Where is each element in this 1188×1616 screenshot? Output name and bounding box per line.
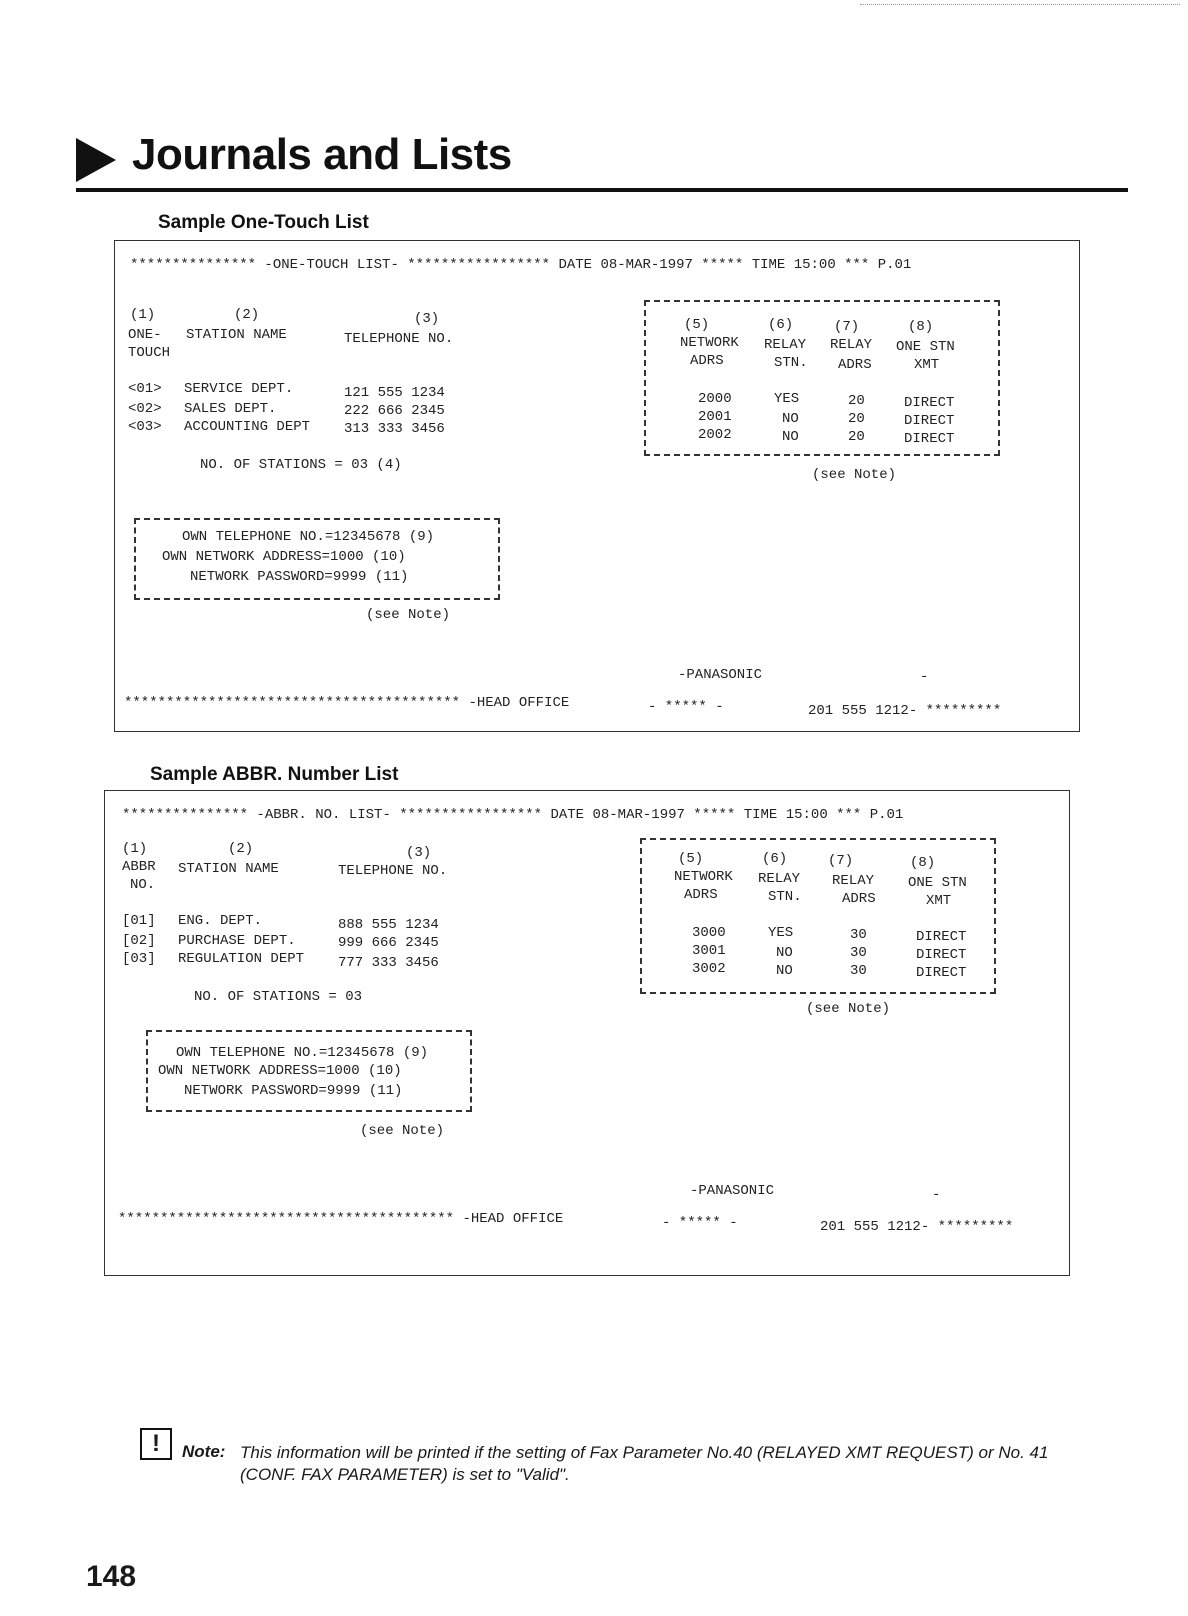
relay-col-num: (5) [678,851,704,867]
top-edge-rule [860,4,1180,5]
list-item-code: <03> [128,419,162,435]
relay-head-stn: STN. [774,355,808,371]
relay-col-num: (6) [762,851,788,867]
relay-head-relay: RELAY [764,337,807,353]
relay-row-xmt: DIRECT [904,395,955,411]
col-num-2: (2) [234,307,260,323]
list-item-code: <02> [128,401,162,417]
col-num-3: (3) [414,311,440,327]
see-note-relay: (see Note) [812,467,897,483]
relay-head-relay: RELAY [830,337,873,353]
col-head-one-touch-b: TOUCH [128,345,171,361]
footer-line-mid: - ***** - [648,699,724,715]
relay-row-radrs: 30 [850,927,867,943]
network-password: NETWORK PASSWORD=9999 (11) [184,1083,403,1099]
relay-row-stn: YES [768,925,794,941]
relay-col-num: (5) [684,317,710,333]
relay-row-xmt: DIRECT [916,947,967,963]
list-item-tel: 777 333 3456 [338,955,439,971]
relay-head-relay: RELAY [758,871,801,887]
note-text: This information will be printed if the setting of Fax Parameter No.40 (RELAYED XMT REQUEST) or No. 41 (CONF. FAX PARAMETER) is set to "Valid". [240,1443,1049,1484]
relay-col-num: (6) [768,317,794,333]
page-number: 148 [86,1560,137,1593]
relay-row-adrs: 3000 [692,925,726,941]
footer-line-left: **************************************** -HEAD OFFICE [124,695,570,711]
relay-row-adrs: 2000 [698,391,732,407]
relay-row-stn: NO [776,945,793,961]
stations-count: NO. OF STATIONS = 03 [194,989,363,1005]
footer-line-right: 201 555 1212- ********* [820,1219,1014,1235]
section-rule [76,188,1128,192]
relay-col-num: (7) [828,853,854,869]
one-touch-header-line: *************** -ONE-TOUCH LIST- ***************** DATE 08-MAR-1997 ***** TIME 15:00 *** P.01 [130,257,912,273]
relay-row-stn: YES [774,391,800,407]
relay-head-network: NETWORK [680,335,739,351]
list-item-tel: 313 333 3456 [344,421,445,437]
list-item-tel: 888 555 1234 [338,917,439,933]
relay-head-adrs: ADRS [690,353,724,369]
relay-head-xmt: XMT [914,357,940,373]
section-title: Journals and Lists [132,130,512,179]
abbr-heading: Sample ABBR. Number List [150,764,399,785]
note-label: Note: [182,1442,226,1461]
relay-row-xmt: DIRECT [904,413,955,429]
col-num-1: (1) [130,307,156,323]
network-password: NETWORK PASSWORD=9999 (11) [190,569,409,585]
stations-count: NO. OF STATIONS = 03 (4) [200,457,402,473]
relay-head-one-stn: ONE STN [908,875,967,891]
relay-row-radrs: 20 [848,393,865,409]
relay-head-stn: STN. [768,889,802,905]
relay-head-adrs: ADRS [842,891,876,907]
col-num-3: (3) [406,845,432,861]
list-item-tel: 222 666 2345 [344,403,445,419]
relay-head-one-stn: ONE STN [896,339,955,355]
relay-col-num: (8) [910,855,936,871]
note-icon: ! [140,1428,172,1460]
footer-brand: -PANASONIC [690,1183,775,1199]
relay-head-relay: RELAY [832,873,875,889]
own-network-address: OWN NETWORK ADDRESS=1000 (10) [158,1063,402,1079]
own-telephone-no: OWN TELEPHONE NO.=12345678 (9) [182,529,435,545]
relay-row-stn: NO [776,963,793,979]
footer-line-left: **************************************** -HEAD OFFICE [118,1211,564,1227]
relay-row-xmt: DIRECT [904,431,955,447]
list-item-tel: 999 666 2345 [338,935,439,951]
col-num-1: (1) [122,841,148,857]
col-head-abbr-b: NO. [130,877,156,893]
list-item-name: PURCHASE DEPT. [178,933,296,949]
footer-line-mid: - ***** - [662,1215,738,1231]
relay-head-xmt: XMT [926,893,952,909]
relay-row-adrs: 3001 [692,943,726,959]
list-item-code: <01> [128,381,162,397]
see-note-relay: (see Note) [806,1001,891,1017]
one-touch-heading: Sample One-Touch List [158,212,369,233]
col-head-telephone: TELEPHONE NO. [344,331,454,347]
col-head-one-touch: ONE- [128,327,162,343]
relay-head-adrs: ADRS [684,887,718,903]
list-item-tel: 121 555 1234 [344,385,445,401]
relay-row-radrs: 20 [848,411,865,427]
list-item-name: ACCOUNTING DEPT [184,419,311,435]
relay-row-adrs: 2001 [698,409,732,425]
own-network-address: OWN NETWORK ADDRESS=1000 (10) [162,549,406,565]
see-note-own: (see Note) [366,607,451,623]
relay-row-adrs: 3002 [692,961,726,977]
relay-row-radrs: 30 [850,945,867,961]
relay-row-xmt: DIRECT [916,965,967,981]
col-head-station-name: STATION NAME [186,327,287,343]
list-item-code: [01] [122,913,156,929]
abbr-header-line: *************** -ABBR. NO. LIST- ***************** DATE 08-MAR-1997 ***** TIME 15:00 *** P.01 [122,807,904,823]
section-arrow-icon [76,138,116,182]
col-head-abbr: ABBR [122,859,156,875]
relay-col-num: (8) [908,319,934,335]
footer-brand: -PANASONIC [678,667,763,683]
relay-row-radrs: 30 [850,963,867,979]
footer-dash: - [920,669,929,685]
relay-row-radrs: 20 [848,429,865,445]
list-item-code: [02] [122,933,156,949]
col-head-telephone: TELEPHONE NO. [338,863,448,879]
own-telephone-no: OWN TELEPHONE NO.=12345678 (9) [176,1045,429,1061]
col-num-2: (2) [228,841,254,857]
relay-row-xmt: DIRECT [916,929,967,945]
list-item-name: REGULATION DEPT [178,951,305,967]
relay-row-stn: NO [782,411,799,427]
relay-row-adrs: 2002 [698,427,732,443]
relay-col-num: (7) [834,319,860,335]
relay-head-adrs: ADRS [838,357,872,373]
relay-row-stn: NO [782,429,799,445]
relay-head-network: NETWORK [674,869,733,885]
list-item-name: SERVICE DEPT. [184,381,294,397]
list-item-name: ENG. DEPT. [178,913,263,929]
col-head-station-name: STATION NAME [178,861,279,877]
see-note-own: (see Note) [360,1123,445,1139]
footer-line-right: 201 555 1212- ********* [808,703,1002,719]
list-item-code: [03] [122,951,156,967]
footer-dash: - [932,1187,941,1203]
list-item-name: SALES DEPT. [184,401,277,417]
